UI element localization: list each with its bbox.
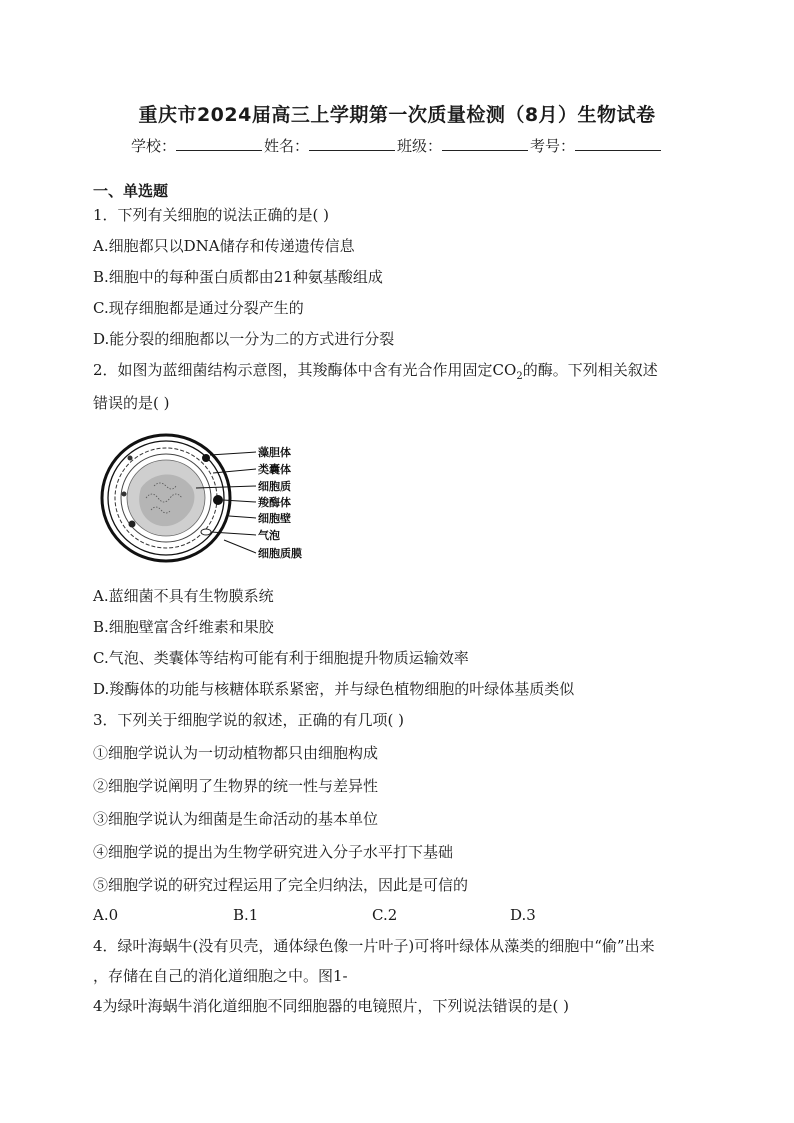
gas-vesicle-shape bbox=[201, 529, 211, 535]
label-cytoplasm: 细胞质 bbox=[258, 480, 291, 493]
label-gas-vesicle: 气泡 bbox=[258, 529, 280, 542]
name-blank[interactable] bbox=[309, 136, 395, 151]
name-label: 姓名： bbox=[263, 137, 309, 155]
label-phycobilisome: 藻胆体 bbox=[258, 446, 291, 459]
q3-statement-4: ④细胞学说的提出为生物学研究进入分子水平打下基础 bbox=[93, 843, 454, 861]
q3-option-b: B.1 bbox=[233, 906, 259, 924]
q2-stem bbox=[93, 360, 658, 387]
label-cell-membrane: 细胞质膜 bbox=[258, 547, 302, 560]
q2-option-c: C.气泡、类囊体等结构可能有利于细胞提升物质运输效率 bbox=[93, 649, 469, 667]
q1-option-c: C.现存细胞都是通过分裂产生的 bbox=[93, 299, 304, 317]
student-info-row bbox=[0, 135, 794, 156]
number-label: 考号： bbox=[530, 137, 576, 155]
class-label: 班级： bbox=[397, 137, 443, 155]
q1-option-b: B.细胞中的每种蛋白质都由21种氨基酸组成 bbox=[93, 268, 383, 286]
class-blank[interactable] bbox=[442, 136, 528, 151]
label-thylakoid: 类囊体 bbox=[258, 463, 291, 476]
q3-statement-2: ②细胞学说阐明了生物界的统一性与差异性 bbox=[93, 777, 379, 795]
q1-option-d: D.能分裂的细胞都以一分为二的方式进行分裂 bbox=[93, 330, 395, 348]
granule-dot bbox=[128, 456, 133, 461]
section-heading: 一、单选题 bbox=[93, 182, 169, 200]
q4-stem-line3: 4为绿叶海蜗牛消化道细胞不同细胞器的电镜照片，下列说法错误的是( ) bbox=[93, 997, 570, 1015]
granule-dot bbox=[122, 492, 127, 497]
q3-option-d: D.3 bbox=[510, 906, 536, 924]
number-blank[interactable] bbox=[575, 136, 661, 151]
q4-stem-line1: 4．绿叶海蜗牛(没有贝壳，通体绿色像一片叶子)可将叶绿体从藻类的细胞中“偷”出来 bbox=[93, 937, 655, 955]
q2-option-a: A.蓝细菌不具有生物膜系统 bbox=[93, 587, 274, 605]
q3-statement-3: ③细胞学说认为细菌是生命活动的基本单位 bbox=[93, 810, 379, 828]
q3-statement-5: ⑤细胞学说的研究过程运用了完全归纳法，因此是可信的 bbox=[93, 876, 469, 894]
q1-stem: 1．下列有关细胞的说法正确的是( ) bbox=[93, 206, 330, 224]
q4-stem-line2: ，存储在自己的消化道细胞之中。图1- bbox=[93, 967, 348, 985]
q2-option-b: B.细胞壁富含纤维素和果胶 bbox=[93, 618, 274, 636]
granule-dot bbox=[129, 521, 136, 528]
phycobilisome-dot bbox=[202, 454, 210, 462]
school-blank[interactable] bbox=[176, 136, 262, 151]
label-cell-wall: 细胞壁 bbox=[258, 512, 291, 525]
q3-statement-1: ①细胞学说认为一切动植物都只由细胞构成 bbox=[93, 744, 379, 762]
q2-stem-post: 的酶。下列相关叙述 bbox=[522, 361, 658, 379]
q2-stem-sub: 2 bbox=[516, 371, 523, 382]
q3-stem: 3．下列关于细胞学说的叙述，正确的有几项( ) bbox=[93, 711, 405, 729]
q1-option-a: A.细胞都只以DNA储存和传递遗传信息 bbox=[93, 237, 355, 255]
label-carboxysome: 羧酶体 bbox=[258, 496, 291, 509]
q2-stem-pre: 2．如图为蓝细菌结构示意图，其羧酶体中含有光合作用固定CO bbox=[93, 361, 517, 379]
q3-option-c: C.2 bbox=[372, 906, 398, 924]
q2-stem-line2: 错误的是( ) bbox=[93, 394, 170, 412]
page-title: 重庆市2024届高三上学期第一次质量检测（8月）生物试卷 bbox=[138, 104, 656, 126]
school-label: 学校： bbox=[130, 137, 176, 155]
q3-option-a: A.0 bbox=[93, 906, 119, 924]
q2-option-d: D.羧酶体的功能与核糖体联系紧密，并与绿色植物细胞的叶绿体基质类似 bbox=[93, 680, 575, 698]
carboxysome-dot bbox=[213, 495, 223, 505]
cyanobacteria-diagram bbox=[96, 428, 321, 568]
